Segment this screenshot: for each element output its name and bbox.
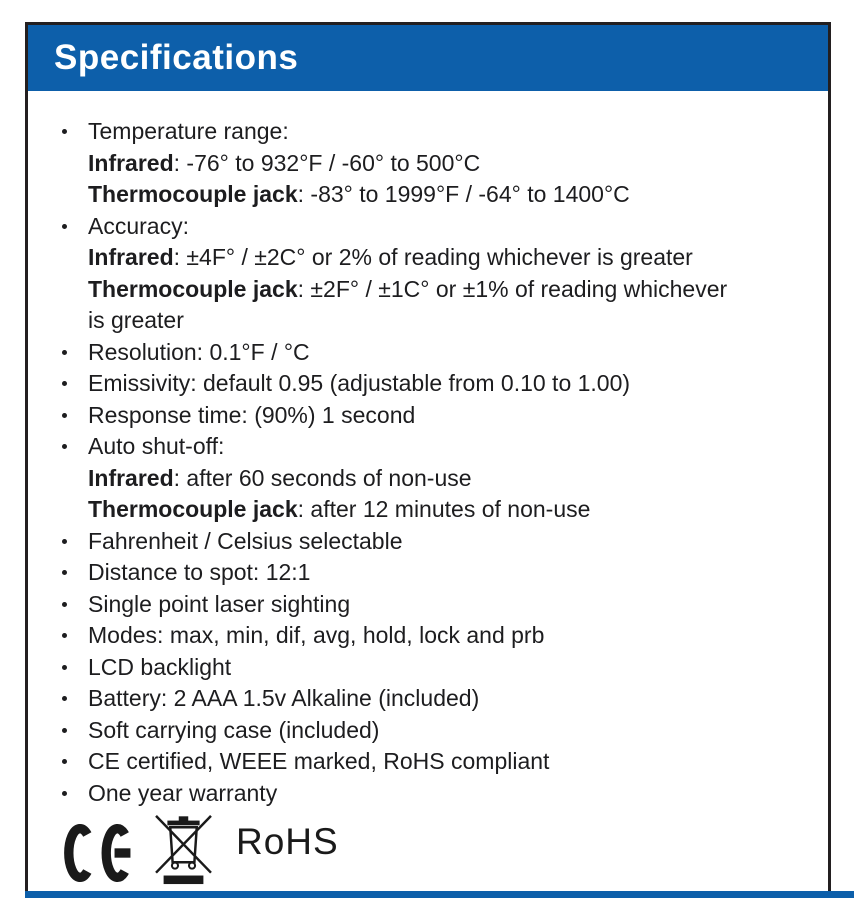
spec-line: Resolution: 0.1°F / °C xyxy=(88,338,310,365)
spec-line: Battery: 2 AAA 1.5v Alkaline (included) xyxy=(88,685,480,711)
spec-item xyxy=(60,683,792,715)
spec-line: Modes: max, min, dif, avg, hold, lock and prb xyxy=(88,622,545,648)
spec-item xyxy=(60,715,792,747)
bottom-accent-bar xyxy=(25,891,854,898)
spec-line: Auto shut-off: xyxy=(88,433,225,459)
spec-line: Accuracy: xyxy=(88,212,189,239)
spec-item xyxy=(60,337,792,369)
spec-item xyxy=(60,368,792,400)
spec-line: Response time: (90%) 1 second xyxy=(88,401,416,428)
certification-logos xyxy=(64,813,828,885)
spec-item xyxy=(60,778,792,810)
specifications-panel xyxy=(25,22,831,891)
weee-bin-icon xyxy=(155,813,212,885)
spec-list xyxy=(60,116,792,809)
spec-line: Infrared: -76° to 932°F / -60° to 500°C xyxy=(88,149,481,176)
spec-line: Emissivity: default 0.95 (adjustable from 0.10 to 1.00) xyxy=(88,370,631,396)
spec-item xyxy=(60,400,792,432)
spec-line: Distance to spot: 12:1 xyxy=(88,559,311,585)
spec-line: Thermocouple jack: ±2F° / ±1C° or ±1% of reading whichever xyxy=(88,275,728,302)
spec-item xyxy=(60,431,792,526)
spec-line: is greater xyxy=(88,307,184,333)
spec-line: Temperature range: xyxy=(88,118,289,144)
spec-line: CE certified, WEEE marked, RoHS compliant xyxy=(88,748,550,774)
spec-line: Infrared: after 60 seconds of non-use xyxy=(88,464,472,491)
rohs-label: RoHS xyxy=(236,821,339,862)
spec-line: Single point laser sighting xyxy=(88,590,351,617)
section-header-banner xyxy=(28,25,828,91)
spec-line: One year warranty xyxy=(88,779,278,806)
spec-line: Thermocouple jack: after 12 minutes of non-use xyxy=(88,496,591,522)
spec-item xyxy=(60,652,792,684)
spec-item xyxy=(60,746,792,778)
ce-mark-icon xyxy=(64,823,137,883)
spec-line: LCD backlight xyxy=(88,653,232,680)
spec-item xyxy=(60,116,792,211)
spec-item xyxy=(60,620,792,652)
spec-item xyxy=(60,557,792,589)
spec-line: Soft carrying case (included) xyxy=(88,716,380,743)
spec-line: Thermocouple jack: -83° to 1999°F / -64° to 1400°C xyxy=(88,181,630,207)
spec-item xyxy=(60,526,792,558)
spec-item xyxy=(60,211,792,337)
spec-item xyxy=(60,589,792,621)
section-title: Specifications xyxy=(54,38,299,77)
spec-line: Infrared: ±4F° / ±2C° or 2% of reading whichever is greater xyxy=(88,244,693,270)
spec-line: Fahrenheit / Celsius selectable xyxy=(88,527,403,554)
